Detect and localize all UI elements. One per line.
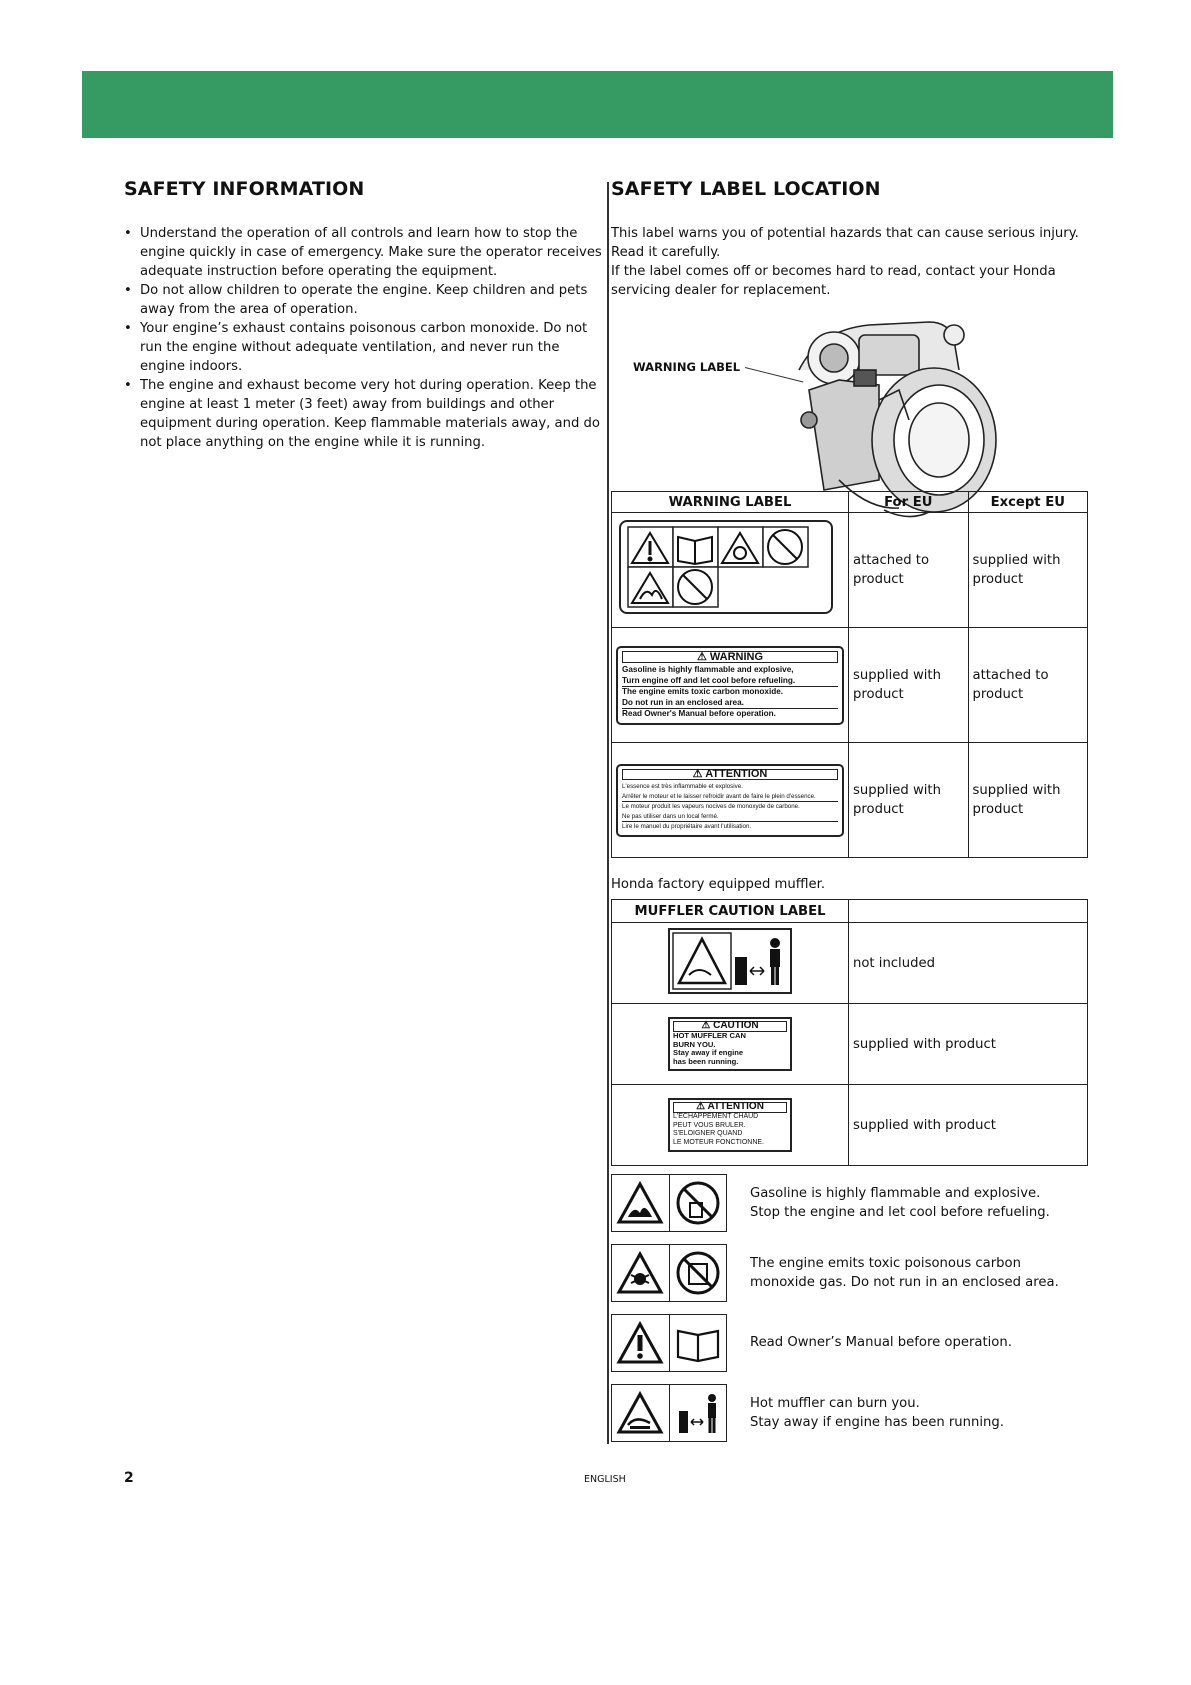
- panel-line: Arrêter le moteur et le laisser refroidir avant de faire le plein d'essence.: [622, 792, 816, 800]
- warning-text-label-cell: [612, 628, 849, 743]
- hot-muffler-pictogram: [667, 927, 793, 995]
- bullet-item: • The engine and exhaust become very hot during operation. Keep the engine at least 1 meter (3 feet) away from buildings and other equipment during operation. Keep flammable materials away, and do not place anything on the engine while it is running.: [124, 376, 602, 452]
- panel-line: Lire le manuel du propriétaire avant l'utilisation.: [622, 821, 838, 832]
- muffler-pictogram-cell: [612, 923, 849, 1004]
- symbol-text: Stay away if engine has been running.: [750, 1415, 1004, 1430]
- panel-line: S'ELOIGNER QUAND: [673, 1130, 743, 1138]
- panel-line: Do not run in an enclosed area.: [622, 697, 744, 707]
- hot-surface-warning-icon: [616, 1389, 664, 1437]
- warning-text-panel: [616, 646, 844, 725]
- no-enclosed-area-icon: [674, 1249, 722, 1297]
- panel-line: Ne pas utiliser dans un local fermé.: [622, 812, 719, 820]
- attention-label-cell: [612, 1085, 849, 1166]
- owners-manual-icon: [674, 1319, 722, 1367]
- symbol-text: Hot muffler can burn you.: [750, 1396, 920, 1411]
- exclamation-warning-icon: [616, 1319, 664, 1367]
- panel-line: L'essence est très inflammable et explosive.: [622, 783, 743, 790]
- symbol-row-carbon-monoxide: [611, 1244, 1101, 1302]
- intro-text-2: If the label comes off or becomes hard to read, contact your Honda servicing dealer for replacement.: [611, 264, 1056, 298]
- panel-line: LE MOTEUR FONCTIONNE.: [673, 1139, 765, 1147]
- symbol-text: Stop the engine and let cool before refueling.: [750, 1205, 1050, 1220]
- toxic-gas-warning-icon: [616, 1249, 664, 1297]
- muffler-status-cell: not included: [849, 923, 1088, 1004]
- safety-label-location-heading: SAFETY LABEL LOCATION: [611, 178, 881, 200]
- bullet-item: • Your engine’s exhaust contains poisonous carbon monoxide. Do not run the engine without adequate ventilation, and never run the engine indoors.: [124, 319, 602, 376]
- no-refuel-running-icon: [674, 1179, 722, 1227]
- warning-triangle-icon: ⚠: [696, 1101, 706, 1112]
- panel-line: Stay away if engine: [673, 1048, 744, 1058]
- panel-line: Turn engine off and let cool before refueling.: [622, 675, 796, 685]
- warning-triangle-icon: ⚠: [692, 767, 703, 780]
- except-eu-cell: attached to product: [968, 628, 1088, 743]
- header-banner: [82, 71, 1113, 138]
- table-header-empty: [849, 900, 1088, 923]
- table-header: WARNING LABEL: [612, 492, 849, 513]
- panel-line: The engine emits toxic carbon monoxide.: [622, 686, 838, 698]
- table-row: [612, 1085, 1088, 1166]
- panel-line: BURN YOU.: [673, 1039, 716, 1049]
- panel-line: Le moteur produit les vapeurs nocives de monoxyde de carbone.: [622, 801, 838, 812]
- bullet-item: • Do not allow children to operate the engine. Keep children and pets away from the area of operation.: [124, 281, 602, 319]
- table-row: [612, 628, 1088, 743]
- table-row: [612, 513, 1088, 628]
- attention-text-panel: [616, 764, 844, 837]
- table-header: Except EU: [968, 492, 1088, 513]
- attention-text-label-cell: [612, 743, 849, 858]
- figure-callout: WARNING LABEL: [633, 360, 741, 374]
- warning-label-table: [611, 491, 1088, 858]
- warning-triangle-icon: ⚠: [696, 650, 707, 663]
- page-number: 2: [124, 1470, 134, 1486]
- except-eu-cell: supplied with product: [968, 743, 1088, 858]
- panel-title: WARNING: [709, 650, 764, 663]
- caution-panel: [668, 1017, 792, 1071]
- panel-line: HOT MUFFLER CAN: [673, 1030, 746, 1040]
- panel-title: ATTENTION: [705, 767, 768, 780]
- attention-panel: [668, 1098, 792, 1152]
- symbol-row-gasoline: [611, 1174, 1101, 1232]
- safety-bullets: [124, 224, 602, 452]
- table-header: MUFFLER CAUTION LABEL: [612, 900, 849, 923]
- symbol-row-hot-muffler: [611, 1384, 1101, 1442]
- panel-line: Gasoline is highly flammable and explosive,: [622, 665, 794, 674]
- panel-title: CAUTION: [713, 1020, 759, 1031]
- table-row: [612, 1004, 1088, 1085]
- muffler-caution-table: [611, 899, 1088, 1166]
- column-divider: [607, 182, 609, 1444]
- intro-text: This label warns you of potential hazards that can cause serious injury. Read it carefully.: [611, 226, 1079, 260]
- language-label: ENGLISH: [584, 1474, 626, 1485]
- table-header: For EU: [849, 492, 969, 513]
- pictogram-label-cell: [612, 513, 849, 628]
- warning-triangle-icon: ⚠: [701, 1020, 711, 1031]
- panel-line: PEUT VOUS BRULER.: [673, 1121, 746, 1129]
- symbol-row-read-manual: [611, 1314, 1101, 1372]
- panel-line: Read Owner's Manual before operation.: [622, 708, 838, 720]
- pictogram-warning-label: [616, 517, 836, 617]
- muffler-status-cell: supplied with product: [849, 1085, 1088, 1166]
- panel-line: has been running.: [673, 1057, 739, 1067]
- safety-information-heading: SAFETY INFORMATION: [124, 178, 365, 200]
- symbol-text: monoxide gas. Do not run in an enclosed area.: [750, 1275, 1059, 1290]
- except-eu-cell: supplied with product: [968, 513, 1088, 628]
- symbol-text: Read Owner’s Manual before operation.: [750, 1335, 1012, 1350]
- muffler-note: Honda factory equipped muffler.: [611, 877, 826, 892]
- table-row: [612, 743, 1088, 858]
- keep-distance-icon: [674, 1389, 722, 1437]
- table-row: [612, 923, 1088, 1004]
- safety-information-section: [124, 178, 602, 452]
- flame-warning-icon: [616, 1179, 664, 1227]
- symbol-text: The engine emits toxic poisonous carbon: [750, 1256, 1021, 1271]
- symbol-text: Gasoline is highly flammable and explosive.: [750, 1186, 1041, 1201]
- safety-label-location-section: [611, 178, 1089, 530]
- panel-title: ATTENTION: [707, 1101, 764, 1112]
- for-eu-cell: supplied with product: [849, 628, 969, 743]
- for-eu-cell: supplied with product: [849, 743, 969, 858]
- panel-line: L'ECHAPPEMENT CHAUD: [673, 1112, 759, 1120]
- caution-label-cell: [612, 1004, 849, 1085]
- muffler-status-cell: supplied with product: [849, 1004, 1088, 1085]
- bullet-item: • Understand the operation of all controls and learn how to stop the engine quickly in case of emergency. Make sure the operator receives adequate instruction before operating the equipment.: [124, 224, 602, 281]
- for-eu-cell: attached to product: [849, 513, 969, 628]
